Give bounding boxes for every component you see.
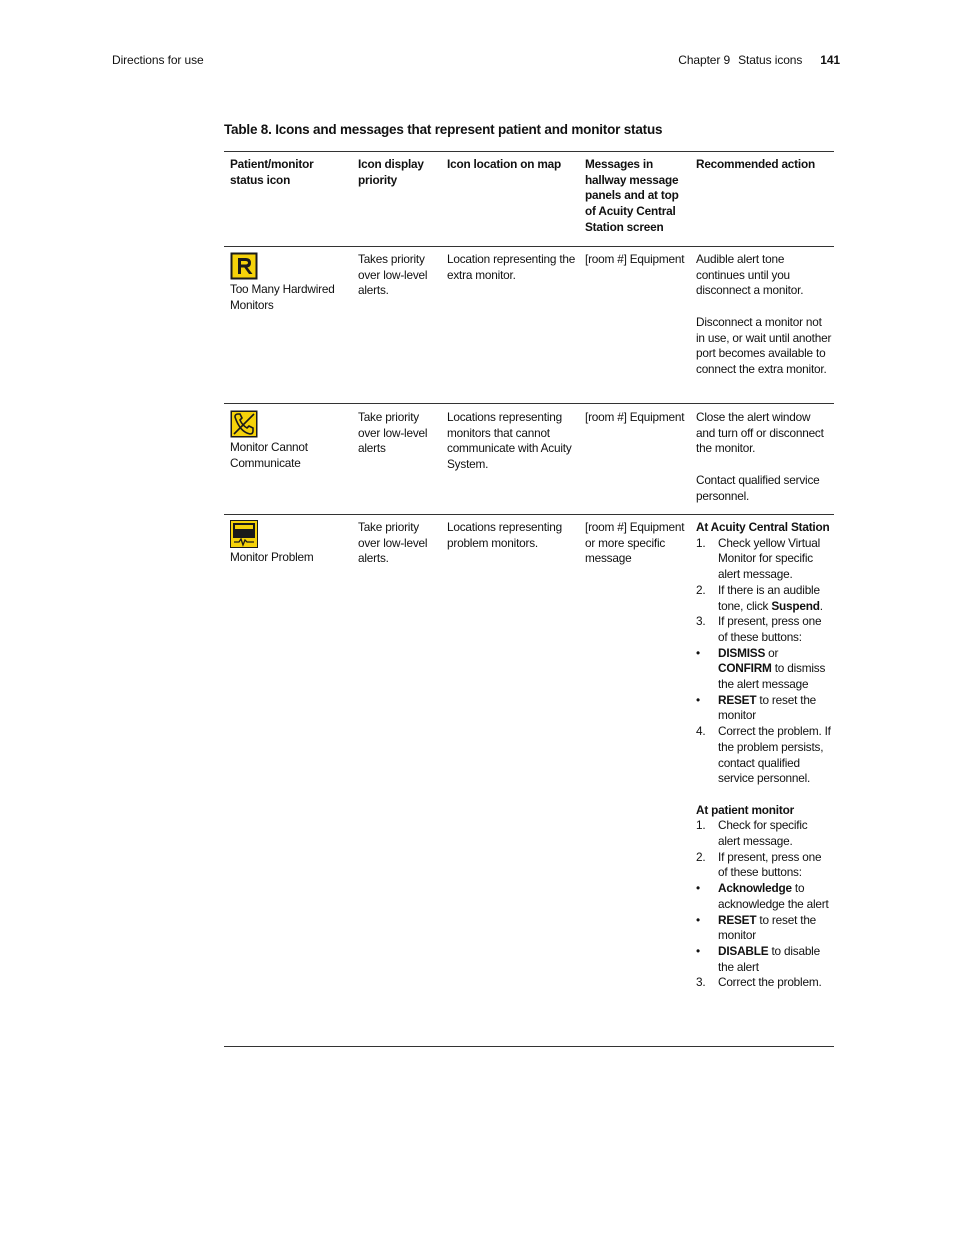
list-item: • DISMISS or CONFIRM to dismiss the alert message [696,645,826,692]
message-cell: [room #] Equipment [585,252,685,266]
table-caption: Table 8. Icons and messages that represent patient and monitor status [224,122,663,137]
table-row [230,520,348,566]
status-name: Monitor Problem [230,550,314,564]
location-cell: Locations representing monitors that cannot communicate with Acuity System. [447,410,572,472]
patient-monitor-heading: At patient monitor [696,802,794,817]
action-cell [696,252,832,378]
too-many-monitors-icon [230,252,258,280]
table-top-rule [224,151,834,152]
header-row-rule [224,246,834,247]
row-2-rule [224,514,834,515]
running-header-left: Directions for use [112,53,204,67]
page-number: 141 [820,53,840,67]
row-1-rule [224,403,834,404]
location-cell: Location representing the extra monitor. [447,252,576,282]
action-paragraph: Close the alert window and turn off or disconnect the monitor. [696,410,824,456]
message-cell: [room #] Equipment [585,410,685,424]
status-name: Too Many Hardwired Monitors [230,282,335,312]
list-item: 3. Correct the problem. [696,975,822,990]
action-paragraph: Audible alert tone continues until you disconnect a monitor. [696,252,804,298]
priority-cell: Takes priority over low-level alerts. [358,252,428,298]
list-item: • RESET to reset the monitor [696,692,817,723]
list-item: • Acknowledge to acknowledge the alert [696,881,829,911]
section-label: Status icons [738,53,803,67]
list-item: • RESET to reset the monitor [696,912,817,943]
priority-cell: Take priority over low-level alerts. [358,520,428,566]
monitor-problem-icon [230,520,258,548]
list-item: • DISABLE to disable the alert [696,943,820,974]
table-row [230,410,348,471]
table-bottom-rule [224,1046,834,1047]
location-cell: Locations representing problem monitors. [447,520,562,550]
status-name: Monitor Cannot Communicate [230,440,308,470]
chapter-label: Chapter 9 [678,53,731,67]
action-cell [696,410,832,504]
col-header-location: Icon location on map [447,157,561,171]
message-cell: [room #] Equipment or more specific message [585,520,685,566]
col-header-action: Recommended action [696,157,815,171]
action-cell [696,520,832,991]
running-header-right [678,53,840,67]
list-item: 2. If present, press one of these buttons: [696,849,822,880]
priority-cell: Take priority over low-level alerts [358,410,428,456]
monitor-cannot-communicate-icon [230,410,258,438]
action-paragraph: Disconnect a monitor not in use, or wait until another port becomes available to connect the extra monitor. [696,314,832,376]
table-row [230,252,348,313]
col-header-messages: Messages in hallway message panels and at top of Acuity Central Station screen [585,157,679,234]
col-header-status-icon: Patient/monitor status icon [230,157,314,187]
list-item: 2. If there is an audible tone, click Suspend. [696,582,823,613]
action-paragraph: Contact qualified service personnel. [696,472,820,503]
list-item: 1. Check for specific alert message. [696,818,808,849]
list-item: 3. If present, press one of these buttons: [696,614,822,644]
central-station-heading: At Acuity Central Station [696,520,830,534]
col-header-priority: Icon display priority [358,157,424,187]
list-item: 1. Check yellow Virtual Monitor for specific alert message. [696,535,820,582]
list-item: 4. Correct the problem. If the problem persists, contact qualified service personnel. [696,724,831,786]
